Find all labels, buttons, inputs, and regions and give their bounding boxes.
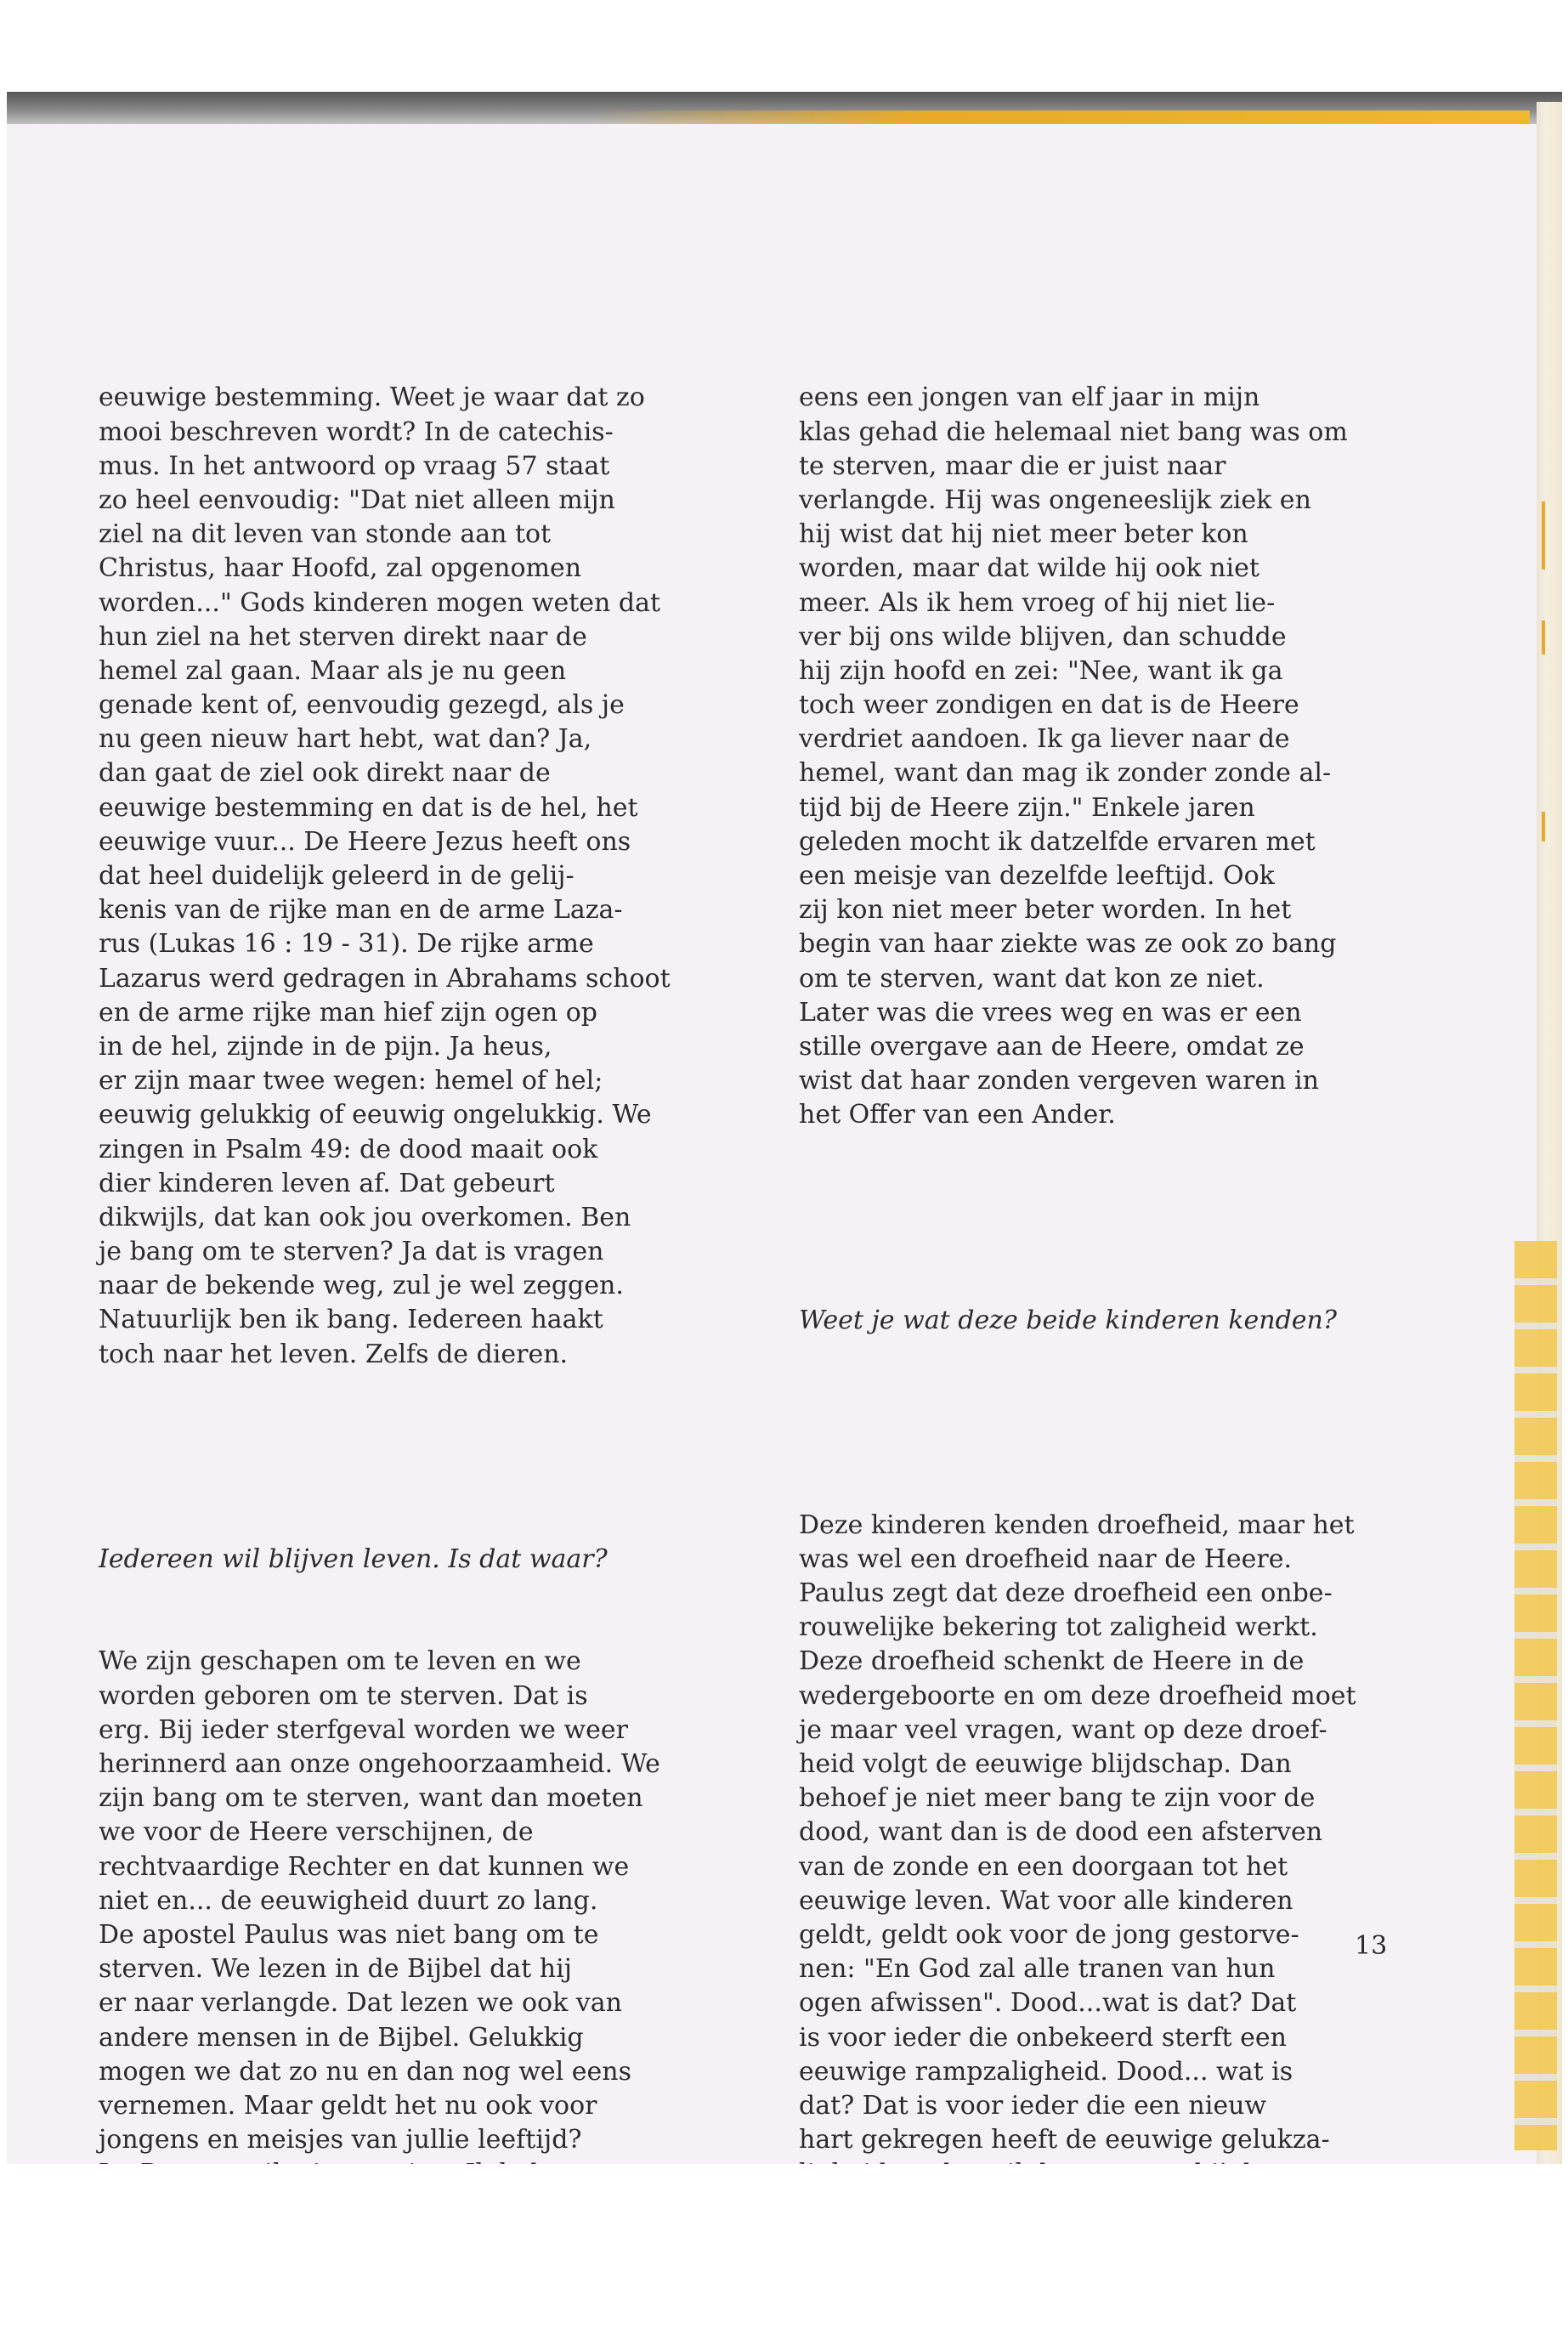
text-line: rouwelijke bekering tot zaligheid werkt. [799, 1612, 1318, 1643]
text-line: ver bij ons wilde blijven, dan schudde [799, 621, 1287, 652]
text-line: De apostel Paulus was niet bang om te [99, 1919, 599, 1950]
text-line: eeuwige leven. Wat voor alle kinderen [799, 1885, 1293, 1916]
text-line: hemel zal gaan. Maar als je nu geen [99, 655, 567, 686]
text-line: dat? Dat is voor ieder die een nieuw [799, 2090, 1267, 2121]
text-line: Christus, haar Hoofd, zal opgenomen [99, 553, 582, 584]
text-line: te sterven, maar die er juist naar [799, 450, 1226, 481]
right-body-text-continued [799, 1509, 1462, 2260]
text-line: zingen in Psalm 49: de dood maait ook [99, 1134, 598, 1164]
text-line: kenis van de rijke man en de arme Laza- [99, 895, 623, 926]
text-line: rus (Lukas 16 : 19 - 31). De rijke arme [99, 929, 594, 960]
text-line: om te sterven, want dat kon ze niet. [799, 963, 1265, 994]
text-line: mus. In het antwoord op vraag 57 staat [99, 450, 610, 481]
text-line: was wel een droefheid naar de Heere. [799, 1544, 1293, 1574]
text-line: worden geboren om te sterven. Dat is [99, 1680, 588, 1711]
edge-mark [1542, 501, 1545, 569]
text-line: nu geen nieuw hart hebt, wat dan? Ja, [99, 724, 592, 755]
text-line: er zijn maar twee wegen: hemel of hel; [99, 1066, 603, 1096]
text-line: stille overgave aan de Heere, omdat ze [799, 1031, 1305, 1062]
text-line: worden, maar dat wilde hij ook niet [799, 553, 1259, 584]
text-line: zo heel eenvoudig: "Dat niet alleen mijn [99, 484, 615, 515]
left-body-text-continued [99, 1645, 744, 2191]
text-line: zijn bang om te sterven, want dan moeten [99, 1783, 643, 1814]
text-line: mooi beschreven wordt? In de catechis- [99, 416, 614, 447]
text-line: eeuwige bestemming. Weet je waar dat zo [99, 382, 645, 413]
text-line: dat heel duidelijk geleerd in de gelij- [99, 861, 575, 892]
text-line: eeuwige rampzaligheid. Dood... wat is [799, 2056, 1293, 2087]
text-line: genade kent of, eenvoudig gezegd, als je [99, 690, 625, 721]
text-line: wedergeboorte en om deze droefheid moet [799, 1680, 1356, 1711]
edge-mark [1542, 812, 1545, 841]
text-line: het Offer van een Ander. [799, 1100, 1116, 1130]
text-line: rechtvaardige Rechter en dat kunnen we [99, 1851, 630, 1882]
text-line: meer. Als ik hem vroeg of hij niet lie- [799, 587, 1276, 618]
paragraph-gap [799, 1201, 1462, 1235]
text-line: is voor ieder die onbekeerd sterft een [799, 2022, 1287, 2053]
text-line: erg. Bij ieder sterfgeval worden we weer [99, 1714, 628, 1745]
text-line: worden..." Gods kinderen mogen weten dat [99, 587, 661, 618]
paragraph-gap [799, 1406, 1462, 1440]
text-line: verdriet aandoen. Ik ga liever naar de [799, 724, 1290, 755]
text-line: begin van haar ziekte was ze ook zo bang [799, 929, 1337, 960]
text-line: naar de bekende weg, zul je wel zeggen. [99, 1271, 624, 1301]
paragraph-gap [99, 1440, 744, 1474]
left-text-column [99, 313, 744, 2260]
text-line: er naar verlangde. Dat lezen we ook van [99, 1988, 622, 2019]
text-line: toch weer zondigen en dat is de Heere [799, 690, 1299, 721]
text-line: herinnerd aan onze ongehoorzaamheid. We [99, 1749, 660, 1779]
edge-mark [1542, 620, 1545, 654]
right-body-text [799, 381, 1462, 1132]
text-line: Deze kinderen kenden droefheid, maar het [799, 1510, 1355, 1540]
text-line: ziel na dit leven van stonde aan tot [99, 519, 552, 550]
text-line: dan gaat de ziel ook direkt naar de [99, 758, 551, 789]
text-line: Paulus zegt dat deze droefheid een onbe- [799, 1578, 1333, 1609]
text-line: in de hel, zijnde in de pijn. Ja heus, [99, 1031, 552, 1062]
scan-top-accent [595, 110, 1530, 124]
left-question-heading: Iedereen wil blijven leven. Is dat waar? [99, 1544, 608, 1574]
text-line: eeuwige bestemming en dat is de hel, het [99, 792, 638, 823]
text-line: nen: "En God zal alle tranen van hun [799, 1954, 1276, 1985]
page-number: 13 [1355, 1931, 1388, 1961]
text-line: hemel, want dan mag ik zonder zonde al- [799, 758, 1332, 789]
text-line: tijd bij de Heere zijn." Enkele jaren [799, 792, 1255, 823]
text-line: hun ziel na het sterven direkt naar de [99, 621, 587, 652]
text-line: verlangde. Hij was ongeneeslijk ziek en [799, 484, 1311, 515]
text-line: Natuurlijk ben ik bang. Iedereen haakt [99, 1305, 603, 1335]
text-line: andere mensen in de Bijbel. Gelukkig [99, 2022, 584, 2053]
text-line: een meisje van dezelfde leeftijd. Ook [799, 861, 1275, 892]
left-body-text [99, 381, 744, 1371]
scan-bottom-margin [0, 2164, 1568, 2261]
text-line: vernemen. Maar geldt het nu ook voor [99, 2090, 597, 2121]
text-line: eens een jongen van elf jaar in mijn [799, 382, 1260, 413]
text-line: geldt, geldt ook voor de jong gestorve- [799, 1919, 1299, 1950]
right-text-column [799, 313, 1462, 2328]
book-edge-tabs [1514, 1241, 1557, 2150]
text-line: geleden mocht ik datzelfde ervaren met [799, 826, 1316, 857]
text-line: behoef je niet meer bang te zijn voor de [799, 1783, 1316, 1814]
text-line: van de zonde en een doorgaan tot het [799, 1851, 1288, 1882]
text-line: toch naar het leven. Zelfs de dieren. [99, 1339, 569, 1369]
text-line: mogen we dat zo nu en dan nog wel eens [99, 2056, 632, 2087]
text-line: Deze droefheid schenkt de Heere in de [799, 1646, 1305, 1677]
text-line: hij zijn hoofd en zei: "Nee, want ik ga [799, 655, 1283, 686]
text-line: ogen afwissen". Dood...wat is dat? Dat [799, 1988, 1297, 2019]
text-line: klas gehad die helemaal niet bang was om [799, 416, 1348, 447]
text-line: Later was die vrees weg en was er een [799, 997, 1302, 1028]
text-line: niet en... de eeuwigheid duurt zo lang. [99, 1885, 598, 1916]
text-line: zij kon niet meer beter worden. In het [799, 895, 1292, 926]
text-line: je maar veel vragen, want op deze droef- [799, 1714, 1327, 1745]
text-line: dier kinderen leven af. Dat gebeurt [99, 1168, 555, 1198]
text-line: dood, want dan is de dood een afsterven [799, 1817, 1323, 1848]
text-line: Lazarus werd gedragen in Abrahams schoot [99, 963, 671, 994]
text-line: eeuwig gelukkig of eeuwig ongelukkig. We [99, 1100, 652, 1130]
text-line: we voor de Heere verschijnen, de [99, 1817, 534, 1848]
text-line: We zijn geschapen om te leven en we [99, 1646, 581, 1677]
text-line: heid volgt de eeuwige blijdschap. Dan [799, 1749, 1292, 1780]
text-line: jongens en meisjes van jullie leeftijd? [99, 2125, 582, 2155]
right-question-heading: Weet je wat deze beide kinderen kenden? [799, 1305, 1337, 1335]
text-line: hart gekregen heeft de eeuwige gelukza- [799, 2125, 1330, 2155]
text-line: sterven. We lezen in de Bijbel dat hij [99, 1954, 572, 1985]
text-line: dikwijls, dat kan ook jou overkomen. Ben [99, 1202, 631, 1232]
text-line: eeuwige vuur... De Heere Jezus heeft ons [99, 826, 631, 857]
text-line: hij wist dat hij niet meer beter kon [799, 519, 1248, 550]
text-line: je bang om te sterven? Ja dat is vragen [99, 1237, 604, 1267]
text-line: wist dat haar zonden vergeven waren in [799, 1066, 1319, 1096]
text-line: en de arme rijke man hief zijn ogen op [99, 997, 597, 1028]
